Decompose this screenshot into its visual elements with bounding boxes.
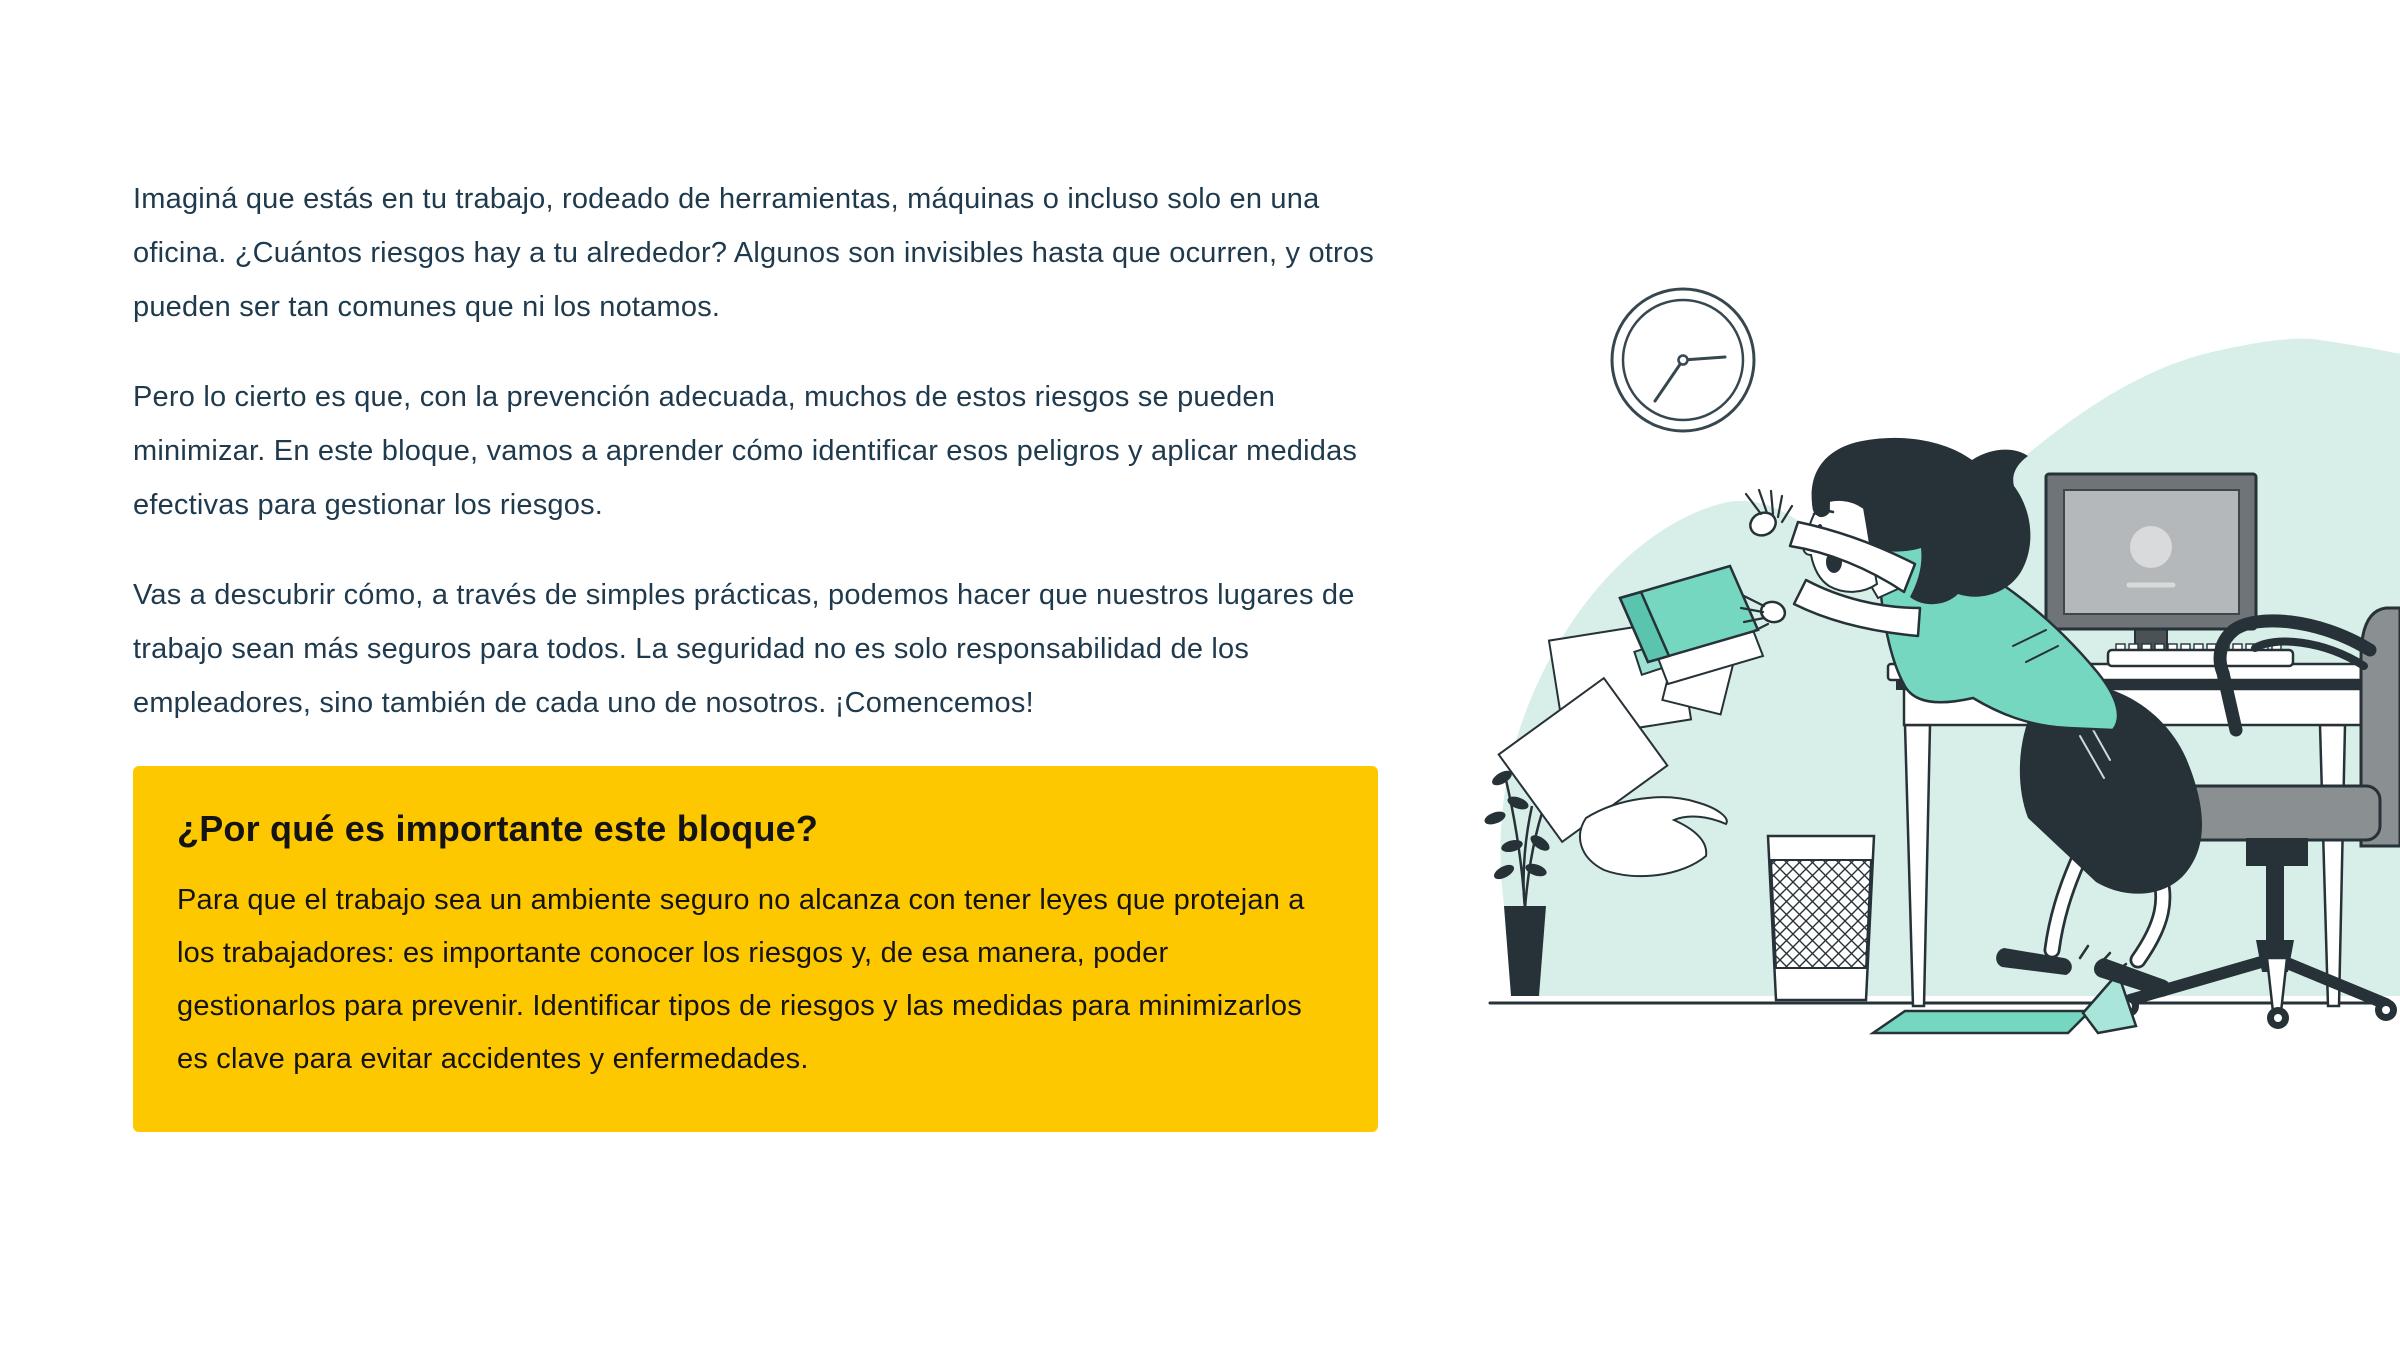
waste-basket-icon xyxy=(1768,836,1874,1000)
intro-paragraph-3: Vas a descubrir cómo, a través de simples prácticas, podemos hacer que nuestros lugares de trabajo sean más seguros para todos. La seguridad no es solo responsabilidad de los empleadores, sino también de cada uno de nosotros. ¡Comencemos! xyxy=(133,579,1355,719)
article-text-column xyxy=(133,172,1378,1132)
intro-paragraph-1: Imaginá que estás en tu trabajo, rodeado de herramientas, máquinas o incluso solo en una oficina. ¿Cuántos riesgos hay a tu alrededor? Algunos son invisibles hasta que ocurren, y otros pueden ser tan comunes que ni los notamos. xyxy=(133,183,1374,323)
clock-icon xyxy=(1612,289,1754,431)
callout-title: ¿Por qué es importante este bloque? xyxy=(177,808,819,849)
callout-body: Para que el trabajo sea un ambiente seguro no alcanza con tener leyes que protejan a los trabajadores: es importante conocer los riesgos y, de esa manera, poder gestionarlos para prevenir. Identificar tipos de riesgos y las medidas para minimizarlos es clave para evitar accidentes y enfermedades. xyxy=(177,884,1305,1075)
intro-paragraph-2: Pero lo cierto es que, con la prevención adecuada, muchos de estos riesgos se pueden minimizar. En este bloque, vamos a aprender cómo identificar esos peligros y aplicar medidas efectivas para gestionar los riesgos. xyxy=(133,381,1358,521)
office-trip-illustration xyxy=(1468,258,2400,1080)
callout-box xyxy=(133,766,1378,1132)
